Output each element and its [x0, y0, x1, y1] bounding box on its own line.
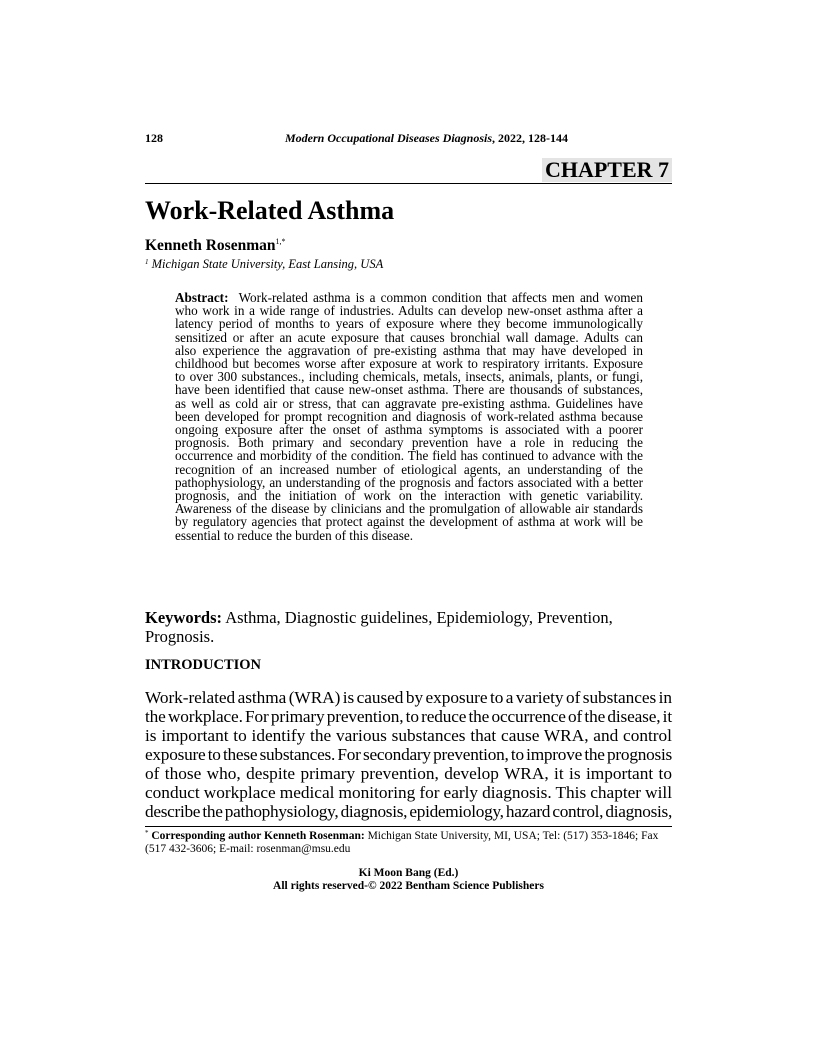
abstract-line: prognosis, and the initiation of work on the interaction with genetic variability. [175, 488, 643, 504]
abstract-line: ongoing exposure after the onset of asthma symptoms is associated with a poorer [175, 422, 643, 438]
chapter-title: Work-Related Asthma [145, 196, 395, 225]
journal-year-pages: , 2022, 128-144 [492, 131, 569, 145]
author-name: Kenneth Rosenman [145, 237, 276, 254]
keywords-text: Asthma, Diagnostic guidelines, Epidemiology, Prevention, Prognosis. [145, 608, 613, 646]
footnote [145, 830, 672, 856]
abstract-line: been developed for prompt recognition and diagnosis of work-related asthma because [175, 408, 643, 424]
affiliation-text: Michigan State University, East Lansing, USA [151, 257, 384, 271]
body-line: the workplace. For primary prevention, to reduce the occurrence of the disease, it [145, 707, 672, 726]
body-line: is important to identify the various substances that cause WRA, and control [145, 726, 672, 745]
abstract-line: to over 300 substances., including chemicals, metals, insects, animals, plants, or fungi, [175, 369, 643, 385]
editor-block [145, 867, 672, 892]
footnote-label: Corresponding author Kenneth Rosenman: [151, 830, 365, 842]
abstract [175, 291, 643, 542]
abstract-line: as well as cold air or stress, that can aggravate pre-existing asthma. Guidelines have [175, 395, 643, 411]
abstract-line: childhood but becomes worse after exposure at work to respiratory irritants. Exposure [175, 356, 643, 372]
abstract-text: Work-related asthma is a common condition that affects men and women [238, 290, 643, 305]
footnote-text: Michigan State University, MI, USA; Tel: (517) 353-1846; Fax (517 432-3606; E-mail: rosenman@msu.edu [145, 830, 659, 855]
footnote-sup: * [145, 829, 149, 837]
abstract-line: Awareness of the disease by clinicians and the promulgation of allowable air standards [175, 501, 643, 517]
journal-citation [285, 131, 568, 146]
body-line: Work-related asthma (WRA) is caused by exposure to a variety of substances in [145, 688, 672, 707]
editor-name: Ki Moon Bang (Ed.) [358, 867, 459, 879]
body-flow [145, 608, 672, 892]
abstract-line: essential to reduce the burden of this disease. [175, 527, 414, 543]
author [145, 233, 285, 255]
body-line: of those who, despite primary prevention, develop WRA, it is important to [145, 764, 672, 783]
footnote-rule [145, 826, 672, 827]
abstract-line: by regulatory agencies that protect against the development of asthma at work will be [175, 514, 643, 530]
abstract-line: who work in a wide range of industries. Adults can develop new-onset asthma after a [175, 303, 643, 319]
section-heading-introduction: INTRODUCTION [145, 657, 262, 673]
journal-name: Modern Occupational Diseases Diagnosis [285, 131, 493, 145]
abstract-line: latency period of months to years of exposure where they become immunologically [175, 316, 643, 332]
abstract-line: also experience the aggravation of pre-existing asthma that may have developed in [175, 342, 643, 358]
keywords [145, 608, 672, 646]
running-header [145, 131, 672, 146]
copyright: All rights reserved-© 2022 Bentham Science Publishers [273, 879, 544, 892]
chapter-label: CHAPTER 7 [542, 158, 672, 182]
introduction-body [145, 688, 672, 821]
body-line: describe the pathophysiology, diagnosis, epidemiology, hazard control, diagnosis, [145, 802, 672, 821]
affiliation [145, 255, 383, 272]
keywords-label: Keywords: [145, 608, 222, 627]
abstract-line: recognition of an increased number of etiological agents, an understanding of the [175, 461, 643, 477]
body-line: exposure to these substances. For secondary prevention, to improve the prognosis [145, 745, 672, 764]
abstract-line: prognosis. Both primary and secondary prevention have a role in reducing the [175, 435, 643, 451]
abstract-label: Abstract: [175, 290, 229, 305]
author-sup: 1,* [275, 237, 286, 246]
body-line: conduct workplace medical monitoring for early diagnosis. This chapter will [145, 783, 672, 802]
abstract-line: pathophysiology, an understanding of the prognosis and factors associated with a better [175, 474, 643, 490]
affiliation-sup: 1 [145, 258, 149, 266]
abstract-line: occurrence and morbidity of the condition. The field has continued to advance with the [175, 448, 643, 464]
abstract-line: have been identified that cause new-onset asthma. There are thousands of substances, [175, 382, 643, 398]
abstract-line: sensitized or after an acute exposure that causes bronchial wall damage. Adults can [175, 329, 643, 345]
page-number: 128 [145, 131, 163, 145]
header-rule [145, 183, 672, 184]
